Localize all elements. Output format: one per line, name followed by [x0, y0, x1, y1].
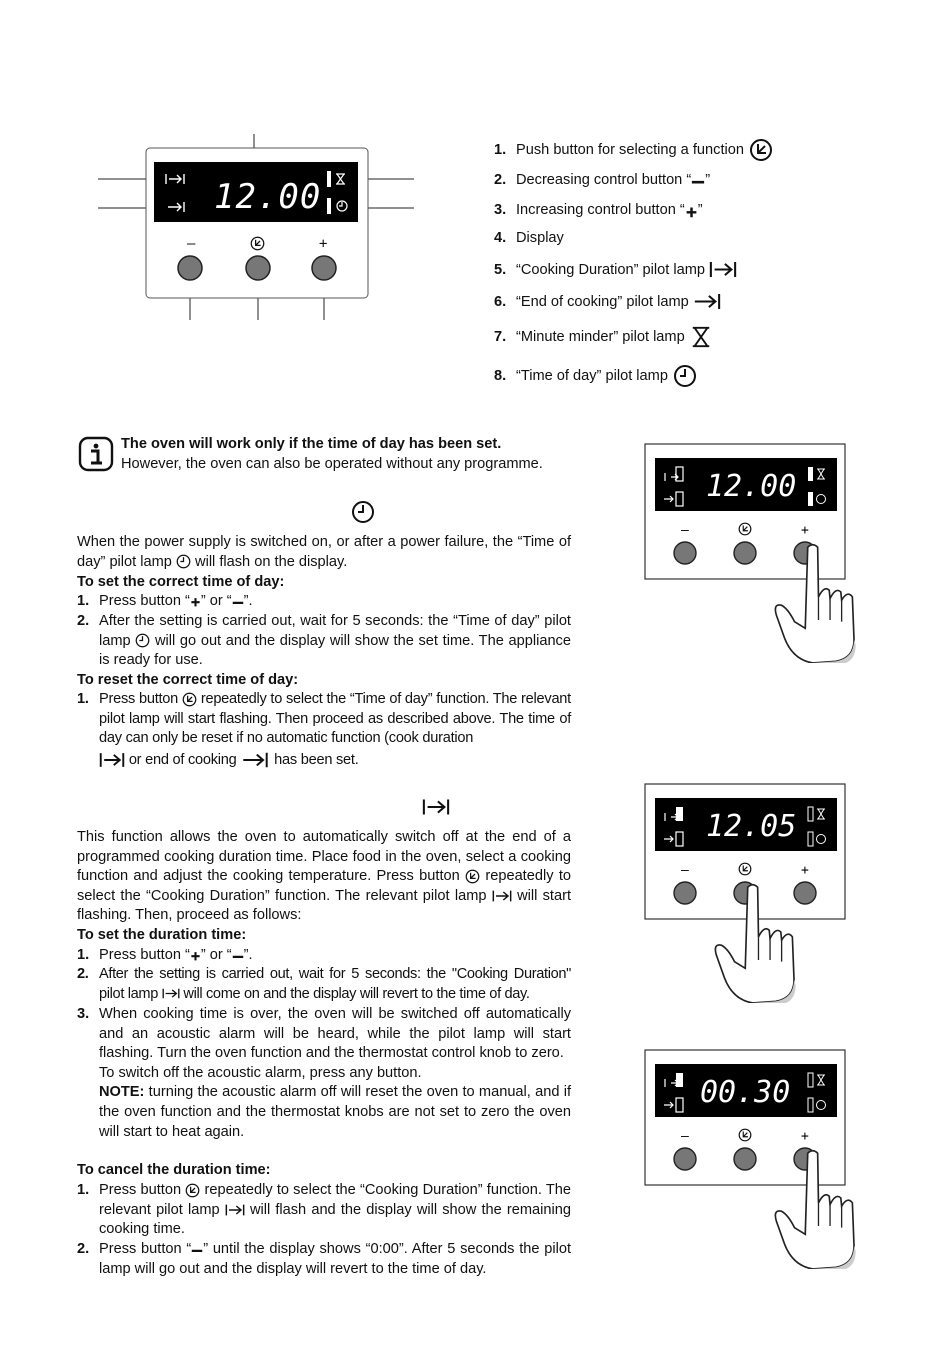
- plus-icon: [190, 596, 201, 607]
- duration-heading-icon: [422, 797, 450, 817]
- set-time-step-2: 2. After the setting is carried out, wait for 5 seconds: the “Time of day” pilot lamp will go out and the display will show the set time. The appliance is ready for use.: [77, 613, 571, 669]
- svg-text:+: +: [801, 523, 809, 538]
- plus-icon: [190, 950, 201, 961]
- duration-icon: [162, 987, 180, 1000]
- selector-button[interactable]: [246, 256, 270, 280]
- minus-button[interactable]: [178, 256, 202, 280]
- set-time-heading: To set the correct time of day:: [77, 574, 285, 590]
- end-of-cooking-icon: [240, 751, 270, 769]
- svg-text:–: –: [681, 523, 689, 538]
- clock-icon: [176, 554, 191, 569]
- set-time-step-1: 1. Press button “ ” or “ ”.: [77, 593, 253, 609]
- clock-icon: [673, 364, 697, 388]
- set-duration-step-3: 3. When cooking time is over, the oven will be switched off automatically and an acoustic alarm will be heard, while the pilot lamp will start flashing. Turn the oven function and the thermostat control knob to zero. To switch off the acoustic alarm, press any button. NOTE: turning the acoustic alarm off will reset the oven to manual, and if the oven function and the thermostat knobs are not set to zero the oven will start to heat again.: [77, 1006, 571, 1140]
- legend-item-5: 5. “Cooking Duration” pilot lamp: [494, 260, 737, 279]
- minus-icon: [232, 597, 244, 605]
- legend-item-8: 8. “Time of day” pilot lamp: [494, 364, 697, 388]
- legend-item-3: 3. Increasing control button “ ”: [494, 201, 703, 218]
- duration-icon: [225, 1203, 245, 1217]
- svg-text:12.00: 12.00: [706, 469, 797, 504]
- selector-icon: [465, 869, 480, 884]
- duration-intro: This function allows the oven to automatically switch off at the end of a programmed cooking duration time. Place food in the oven, select a cooking function and adjust the cooking temperature. Press button repeatedly to select the “Cooking Duration” function. The relevant pilot lamp will start flashing. Then, proceed as follows:: [77, 829, 572, 924]
- cancel-duration-step-2: 2. Press button “ ” until the display shows “0:00”. After 5 seconds the pilot lamp will go out and the display will revert to the time of day.: [77, 1241, 571, 1277]
- end-of-cooking-icon: [693, 292, 721, 311]
- svg-text:+: +: [319, 236, 328, 252]
- time-of-day-intro: When the power supply is switched on, or after a power failure, the “Time of day” pilot lamp will flash on the display.: [77, 534, 571, 570]
- plus-icon: [685, 205, 698, 218]
- panel-illustration-3: [644, 1049, 866, 1269]
- duration-icon: [492, 889, 512, 903]
- legend-item-1: 1. Push button for selecting a function: [494, 138, 773, 162]
- control-panel-diagram: [96, 134, 420, 324]
- duration-icon: [99, 751, 125, 769]
- svg-text:–: –: [681, 863, 689, 878]
- reset-time-heading: To reset the correct time of day:: [77, 672, 299, 688]
- display-readout: 12.00: [214, 177, 322, 217]
- set-duration-heading: To set the duration time:: [77, 927, 247, 943]
- selector-icon: [182, 692, 197, 707]
- info-normal: However, the oven can also be operated without any programme.: [121, 456, 543, 472]
- svg-text:–: –: [187, 236, 196, 252]
- legend-item-2: 2. Decreasing control button “ ”: [494, 172, 711, 188]
- selector-icon: [749, 138, 773, 162]
- svg-text:+: +: [801, 863, 809, 878]
- svg-text:00.30: 00.30: [700, 1075, 791, 1110]
- time-of-day-heading-icon: [351, 500, 375, 524]
- legend-item-7: 7. “Minute minder” pilot lamp: [494, 326, 712, 348]
- reset-time-step-1: 1. Press button repeatedly to select the “Time of day” function. The relevant pilot lamp will start flashing. Then proceed as described above. The time of day can only be reset if no automatic function (cook duration or end of cooking has been set.: [77, 691, 571, 768]
- svg-text:12.05: 12.05: [706, 809, 797, 844]
- panel-illustration-1: [644, 443, 866, 663]
- cancel-duration-step-1: 1. Press button repeatedly to select the “Cooking Duration” function. The relevant pilot lamp will flash and the display will show the remaining cooking time.: [77, 1182, 572, 1238]
- set-duration-step-1: 1. Press button “ ” or “ ”.: [77, 947, 253, 963]
- hourglass-icon: [690, 326, 712, 348]
- duration-icon: [709, 260, 737, 279]
- minus-icon: [191, 1245, 203, 1253]
- info-bold: The oven will work only if the time of day has been set.: [121, 436, 502, 452]
- plus-button[interactable]: [312, 256, 336, 280]
- cancel-duration-heading: To cancel the duration time:: [77, 1162, 271, 1178]
- legend-item-4: 4. Display: [494, 230, 564, 246]
- svg-text:+: +: [801, 1129, 809, 1144]
- minus-icon: [232, 951, 244, 959]
- selector-icon: [185, 1183, 200, 1198]
- set-duration-step-2: 2. After the setting is carried out, wait for 5 seconds: the "Cooking Duration" pilot lamp will come on and the display will revert to the time of day.: [77, 966, 571, 1002]
- clock-icon: [135, 633, 150, 648]
- minus-icon: [691, 175, 705, 185]
- panel-illustration-2: [644, 783, 866, 1003]
- svg-text:–: –: [681, 1129, 689, 1144]
- info-icon: [78, 436, 114, 472]
- legend-item-6: 6. “End of cooking” pilot lamp: [494, 292, 721, 311]
